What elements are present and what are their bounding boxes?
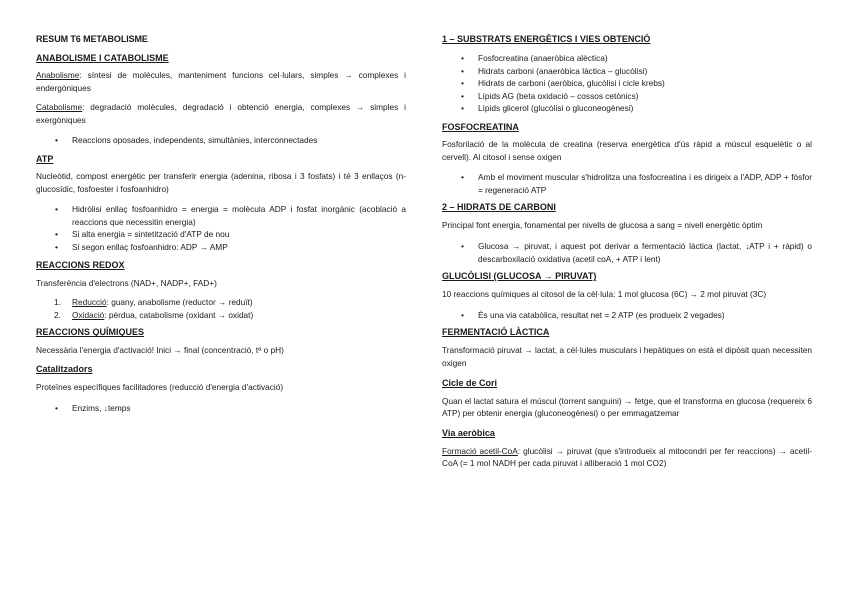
list-item: • Hidròlisi enllaç fosfoanhidro = energia = molècula ADP i fosfat inorgànic (acoblació a reaccions que necessitin energia) <box>36 203 406 228</box>
anabolisme-text: : síntesi de molècules, manteniment funcions cel·lulars, simples → complexes i endergòniques <box>36 70 406 93</box>
catabolisme-text: : degradació molècules, degradació i obtenció energia, complexes → simples i exergòniques <box>36 102 406 125</box>
heading-hidrats: 2 – HIDRATS DE CARBONI <box>442 202 556 213</box>
fermentacio-paragraph: Transformació piruvat → lactat, a cèl·lules musculars i hepàtiques on està el dipòsit quan necessiten oxigen <box>442 345 812 368</box>
heading-reaccions-quimiques: REACCIONS QUÍMIQUES <box>36 327 145 338</box>
list-item: • Reaccions oposades, independents, simultànies, interconnectades <box>36 134 406 147</box>
heading-fosfocreatina: FOSFOCREATINA <box>442 121 519 132</box>
list-item: • Lípids AG (beta oxidació – cossos cetònics) <box>442 90 812 103</box>
document-title: RESUM T6 METABOLISME <box>36 34 148 44</box>
glucolisi-paragraph: 10 reaccions químiques al citosol de la cèl·lula: 1 mol glucosa (6C) → 2 mol piruvat (3C) <box>442 289 767 300</box>
list-item: 1. Reducció: guany, anabolisme (reductor → reduït) <box>54 297 253 308</box>
left-column <box>36 34 406 414</box>
list-item: • Glucosa → piruvat, i aquest pot derivar a fermentació làctica (lactat, ↓ATP i + ràpid) o descarboxilació oxidativa (acetil coA, + ATP i lent) <box>442 240 812 265</box>
catalitzadors-paragraph: Proteïnes específiques facilitadores (reducció d'energia d'activació) <box>36 381 284 392</box>
aerobica-paragraph <box>442 445 812 470</box>
heading-substrats: 1 – SUBSTRATS ENERGÈTICS I VIES OBTENCIÓ <box>442 34 651 44</box>
list-item: • Si alta energia = sintetització d'ATP de nou <box>36 228 406 241</box>
list-item: • Si segon enllaç fosfoanhidro: ADP → AMP <box>36 241 406 254</box>
heading-cicle-cori: Cicle de Cori <box>442 377 498 388</box>
atp-bullets <box>36 203 406 253</box>
redox-paragraph: Transferència d'electrons (NAD+, NADP+, FAD+) <box>36 277 217 288</box>
atp-paragraph: Nucleòtid, compost energètic per transferir energia (adenina, ribosa i 3 fosfats) i té 3 enllaços (n-glucosídic, fosfoester i fosfoanhidro) <box>36 170 406 194</box>
heading-glucolisi: GLUCÒLISI (GLUCOSA → PIRUVAT) <box>442 271 597 282</box>
heading-catalitzadors: Catalitzadors <box>36 363 93 374</box>
list-item: 2. Oxidació: pèrdua, catabolisme (oxidant → oxidat) <box>54 309 254 320</box>
heading-via-aerobica: Via aeròbica <box>442 427 495 438</box>
catalitzadors-bullets <box>36 402 406 415</box>
oxidacio-term: Oxidació <box>72 309 105 320</box>
heading-atp: ATP <box>36 153 54 164</box>
list-item: • Lípids glicerol (glucòlisi o gluconeogènesi) <box>442 102 812 115</box>
substrats-bullets <box>442 52 812 115</box>
acetil-coa-term: Formació acetil-CoA <box>442 445 518 456</box>
right-column <box>442 34 812 470</box>
anabolisme-term: Anabolisme <box>36 70 80 80</box>
hidrats-bullets <box>442 240 812 265</box>
quimiques-paragraph: Necessària l'energia d'activació! Inici → final (concentració, tª o pH) <box>36 345 284 356</box>
glucolisi-bullets <box>442 309 812 322</box>
heading-redox: REACCIONS REDOX <box>36 259 125 270</box>
list-item: • És una via catabòlica, resultat net = 2 ATP (es produeix 2 vegades) <box>442 309 812 322</box>
anab-cat-bullets <box>36 134 406 147</box>
catabolisme-term: Catabolisme <box>36 102 83 113</box>
fosfocreatina-bullets <box>442 171 812 196</box>
heading-fermentacio: FERMENTACIÓ LÀCTICA <box>442 327 550 338</box>
cori-paragraph: Quan el lactat satura el múscul (torrent sanguini) → fetge, que el transforma en glucosa (requereix 6 ATP) per obtenir energia (gluconeogènesi) o per emmagatzemar <box>442 395 812 419</box>
hidrats-paragraph: Principal font energia, fonamental per nivells de glucosa a sang = nivell energètic òptim <box>442 220 763 231</box>
catabolisme-paragraph <box>36 101 406 126</box>
list-item: • Hidrats carboni (anaeròbica làctica – glucòlisi) <box>442 65 812 78</box>
list-item: • Hidrats de carboni (aeròbica, glucòlisi i cicle krebs) <box>442 77 812 90</box>
heading-anabolisme-catabolisme: ANABOLISME I CATABOLISME <box>36 53 169 63</box>
list-item: • Fosfocreatina (anaeròbica alèctica) <box>442 52 812 65</box>
list-item: • Amb el moviment muscular s'hidrolitza una fosfocreatina i es dirigeix a l'ADP, ADP + fòsfor = regeneració ATP <box>442 171 812 196</box>
reduccio-term: Reducció <box>72 297 107 308</box>
fosfocreatina-paragraph: Fosforilació de la molècula de creatina (reserva energètica d'ús ràpid a múscul esquelètic o al cervell). Al citosol i sense oxigen <box>442 138 812 162</box>
anabolisme-paragraph <box>36 69 406 94</box>
redox-list <box>36 296 406 321</box>
aerobica-text: : glucòlisi → piruvat (que s'introdueix al mitocondri per fer reaccions) → acetil-CoA (= 1 mol NADH per cada piruvat i alliberació 1 mol CO2) <box>442 445 812 469</box>
list-item: • Enzims, ↓temps <box>36 402 406 415</box>
